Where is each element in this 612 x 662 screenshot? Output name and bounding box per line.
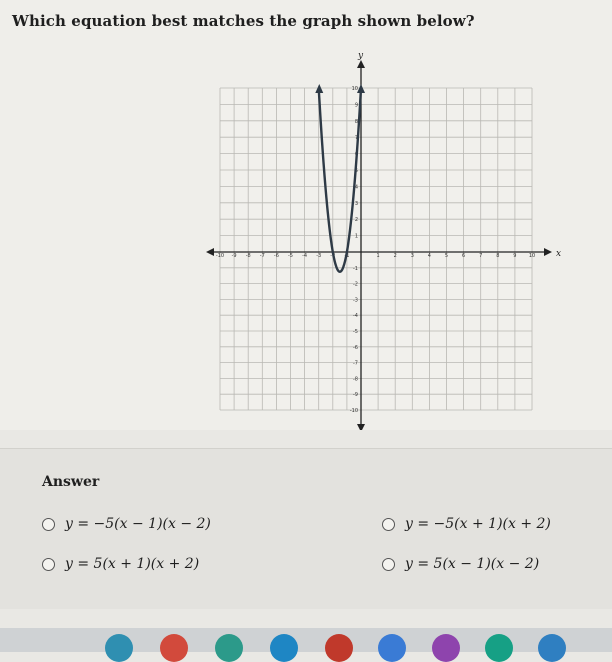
app-icon-1[interactable]: [105, 634, 133, 662]
x-tick-label: 8: [496, 253, 500, 259]
y-tick-label: -5: [353, 329, 358, 335]
y-tick-label: 1: [354, 233, 358, 240]
x-axis-label: x: [556, 249, 562, 259]
y-tick-label: -8: [353, 376, 358, 383]
y-tick-label: 4: [354, 184, 358, 191]
radio-option-c[interactable]: [42, 558, 55, 571]
option-c[interactable]: [42, 556, 199, 572]
option-a[interactable]: [42, 516, 211, 532]
x-tick-label: -9: [231, 253, 237, 259]
x-tick-label: 7: [479, 253, 483, 259]
option-d-label: y = 5(x − 1)(x − 2): [405, 556, 540, 572]
x-tick-label: 4: [427, 253, 431, 259]
radio-option-b[interactable]: [382, 518, 395, 531]
x-tick-label: -1: [344, 253, 350, 259]
x-tick-label: -10: [215, 253, 225, 259]
x-tick-label: 2: [393, 253, 397, 259]
y-tick-label: -9: [353, 392, 358, 399]
app-icon-2[interactable]: [160, 634, 188, 662]
y-tick-label: -3: [353, 297, 358, 304]
answer-heading: Answer: [42, 474, 100, 490]
x-tick-label: -4: [302, 253, 308, 259]
y-tick-label: 2: [354, 217, 358, 224]
y-axis-label: y: [358, 51, 364, 61]
y-tick-label: -10: [349, 408, 358, 414]
app-icon-6[interactable]: [378, 634, 406, 662]
option-b[interactable]: [382, 516, 551, 532]
x-tick-label: 9: [513, 253, 517, 259]
app-icon-4[interactable]: [270, 634, 298, 662]
option-a-label: y = −5(x − 1)(x − 2): [65, 516, 211, 532]
x-tick-label: -2: [330, 253, 336, 259]
x-tick-label: 5: [444, 253, 449, 259]
x-axis-arrow-left: [206, 248, 214, 256]
radio-option-a[interactable]: [42, 518, 55, 531]
question-text: Which equation best matches the graph shown below?: [12, 12, 475, 30]
y-axis-arrow-up: [357, 60, 365, 68]
y-tick-label: 6: [354, 151, 358, 158]
app-icon-5[interactable]: [325, 634, 353, 662]
x-tick-label: -6: [273, 253, 279, 259]
option-d[interactable]: [382, 556, 539, 572]
x-tick-label: 1: [376, 253, 380, 259]
y-tick-label: 9: [354, 102, 358, 109]
taskbar: [0, 628, 612, 652]
x-tick-label: 3: [410, 253, 414, 259]
app-icon-9[interactable]: [538, 634, 566, 662]
x-tick-label: -8: [245, 253, 251, 259]
radio-option-d[interactable]: [382, 558, 395, 571]
y-axis-arrow-down: [357, 424, 365, 430]
answer-panel: [0, 448, 612, 609]
graph-background: [220, 88, 532, 410]
x-tick-label: -3: [316, 253, 322, 259]
app-icon-8[interactable]: [485, 634, 513, 662]
y-tick-label: 3: [354, 200, 358, 207]
x-tick-label: -7: [259, 253, 265, 259]
x-tick-label: -5: [288, 253, 293, 259]
option-b-label: y = −5(x + 1)(x + 2): [405, 516, 551, 532]
y-tick-label: 5: [354, 168, 358, 174]
x-tick-label: 10: [528, 253, 536, 259]
x-tick-label: 6: [462, 253, 466, 259]
y-tick-label: 7: [354, 135, 358, 142]
y-tick-label: -6: [353, 344, 358, 351]
y-tick-label: -1: [353, 265, 358, 272]
y-tick-label: -7: [353, 360, 358, 367]
y-tick-label: 10: [351, 86, 358, 92]
y-tick-label: -2: [353, 281, 358, 288]
option-c-label: y = 5(x + 1)(x + 2): [65, 556, 200, 572]
y-tick-label: -4: [353, 313, 358, 320]
x-axis-arrow-right: [544, 248, 552, 256]
app-icon-7[interactable]: [432, 634, 460, 662]
y-tick-label: 8: [354, 118, 358, 125]
app-icon-3[interactable]: [215, 634, 243, 662]
